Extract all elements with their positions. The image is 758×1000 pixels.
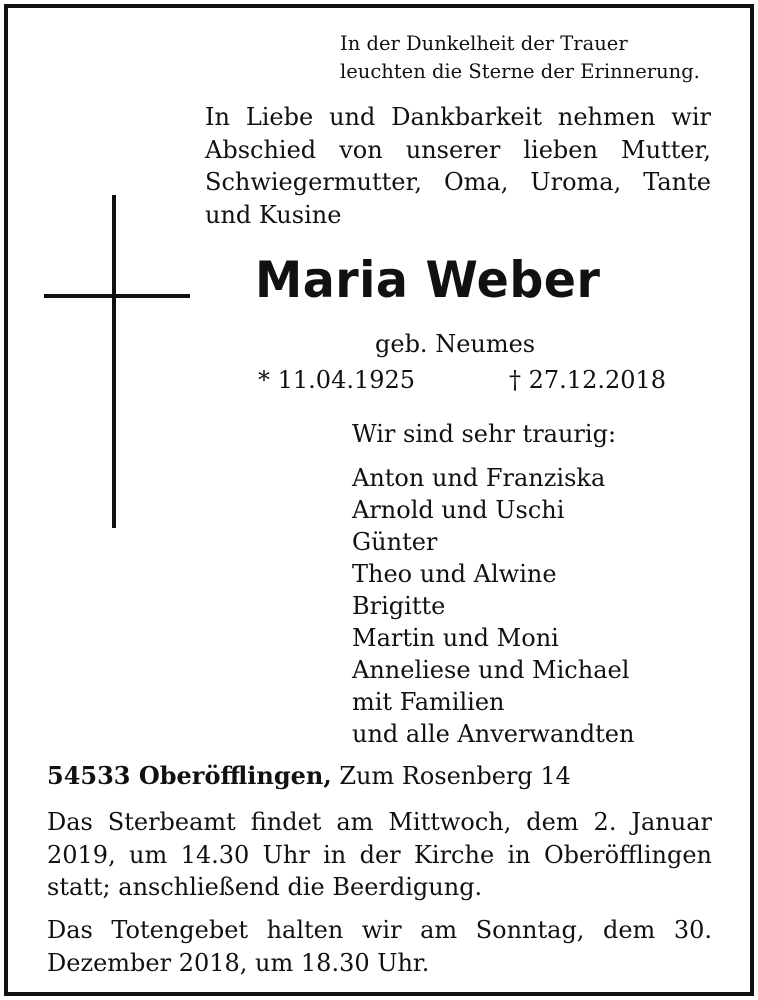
mourner-name: Anton und Franziska <box>352 464 606 492</box>
cross-icon <box>112 195 116 528</box>
mourners-lead: Wir sind sehr traurig: <box>352 420 617 448</box>
motto-line-2: leuchten die Sterne der Erinnerung. <box>340 60 700 83</box>
motto-quote <box>340 30 700 86</box>
birth-date: * 11.04.1925 <box>258 366 416 394</box>
address <box>47 760 571 792</box>
mourner-name: Günter <box>352 528 438 556</box>
intro-text: In Liebe und Dankbarkeit nehmen wir Abschied von unserer lieben Mutter, Schwiegermutter, Oma, Uroma, Tante und Kusine <box>205 103 711 229</box>
maiden-name: geb. Neumes <box>375 330 536 358</box>
mourner-name: Arnold und Uschi <box>352 496 565 524</box>
cross-icon-bar <box>44 294 190 298</box>
mourner-name: Martin und Moni <box>352 624 559 652</box>
prayer-info: Das Totengebet halten wir am Sonntag, dem 30. Dezember 2018, um 18.30 Uhr. <box>47 916 712 977</box>
mourner-name: Anneliese und Michael <box>352 656 630 684</box>
mourners-list <box>352 418 634 750</box>
funeral-info: Das Sterbeamt findet am Mittwoch, dem 2. Januar 2019, um 14.30 Uhr in der Kirche in Oberöfflingen statt; anschließend die Beerdigung. <box>47 808 712 901</box>
mourner-name: Brigitte <box>352 592 446 620</box>
address-street: Zum Rosenberg 14 <box>339 762 571 790</box>
address-town: 54533 Oberöfflingen, <box>47 761 332 790</box>
mourner-name: mit Familien <box>352 688 505 716</box>
motto-line-1: In der Dunkelheit der Trauer <box>340 32 628 55</box>
death-date: † 27.12.2018 <box>509 366 667 394</box>
deceased-name: Maria Weber <box>255 251 601 309</box>
mourner-name: und alle Anverwandten <box>352 720 635 748</box>
mourner-name: Theo und Alwine <box>352 560 557 588</box>
